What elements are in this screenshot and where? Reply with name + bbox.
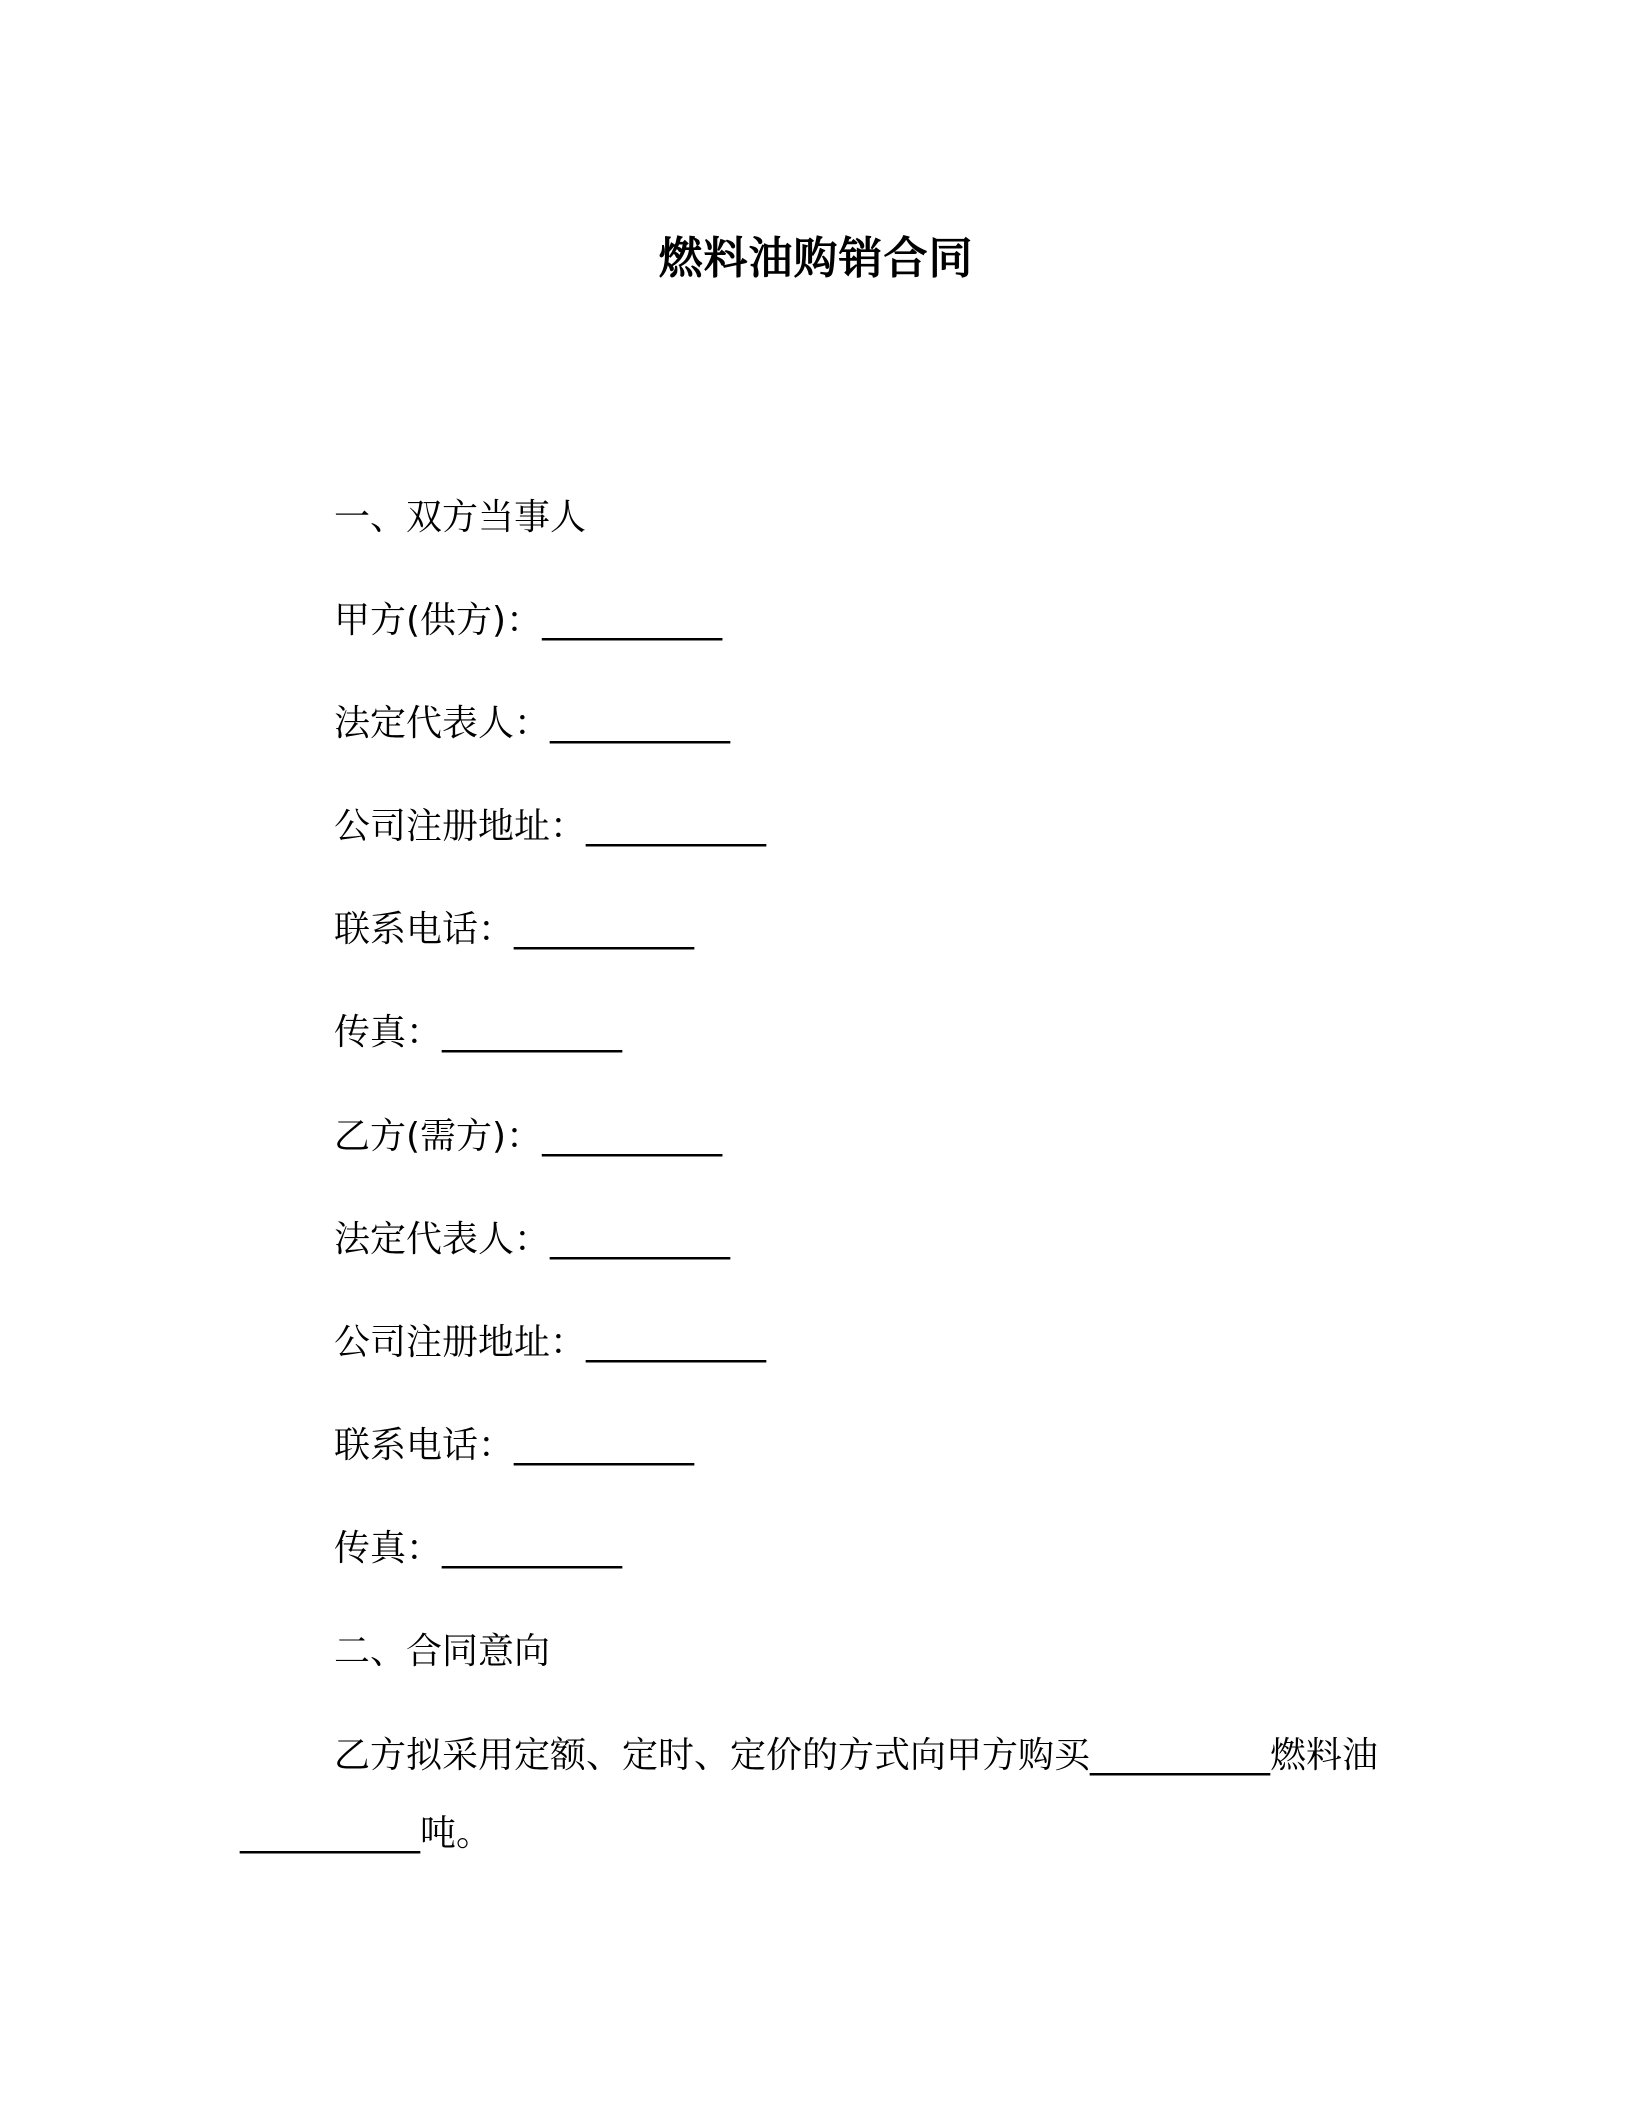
party-a-address-field: 公司注册地址：__________ <box>334 806 767 847</box>
party-b-phone-field: 联系电话：__________ <box>334 1425 695 1466</box>
section-heading-intent: 二、合同意向 <box>334 1631 551 1672</box>
party-a-legal-rep-field: 法定代表人：__________ <box>334 703 731 744</box>
party-a-fax-field: 传真：__________ <box>334 1012 623 1053</box>
party-b-legal-rep-field: 法定代表人：__________ <box>334 1219 731 1260</box>
party-b-name-field: 乙方(需方)：__________ <box>334 1116 723 1157</box>
party-a-name-field: 甲方(供方)：__________ <box>334 600 723 641</box>
party-a-phone-field: 联系电话：__________ <box>334 909 695 950</box>
party-b-address-field: 公司注册地址：__________ <box>334 1322 767 1363</box>
intent-paragraph: 乙方拟采用定额、定时、定价的方式向甲方购买__________燃料油__________吨。 <box>240 1735 1379 1854</box>
document-title: 燃料油购销合同 <box>658 233 974 284</box>
section-heading-parties: 一、双方当事人 <box>334 497 587 538</box>
party-b-fax-field: 传真：__________ <box>334 1528 623 1569</box>
